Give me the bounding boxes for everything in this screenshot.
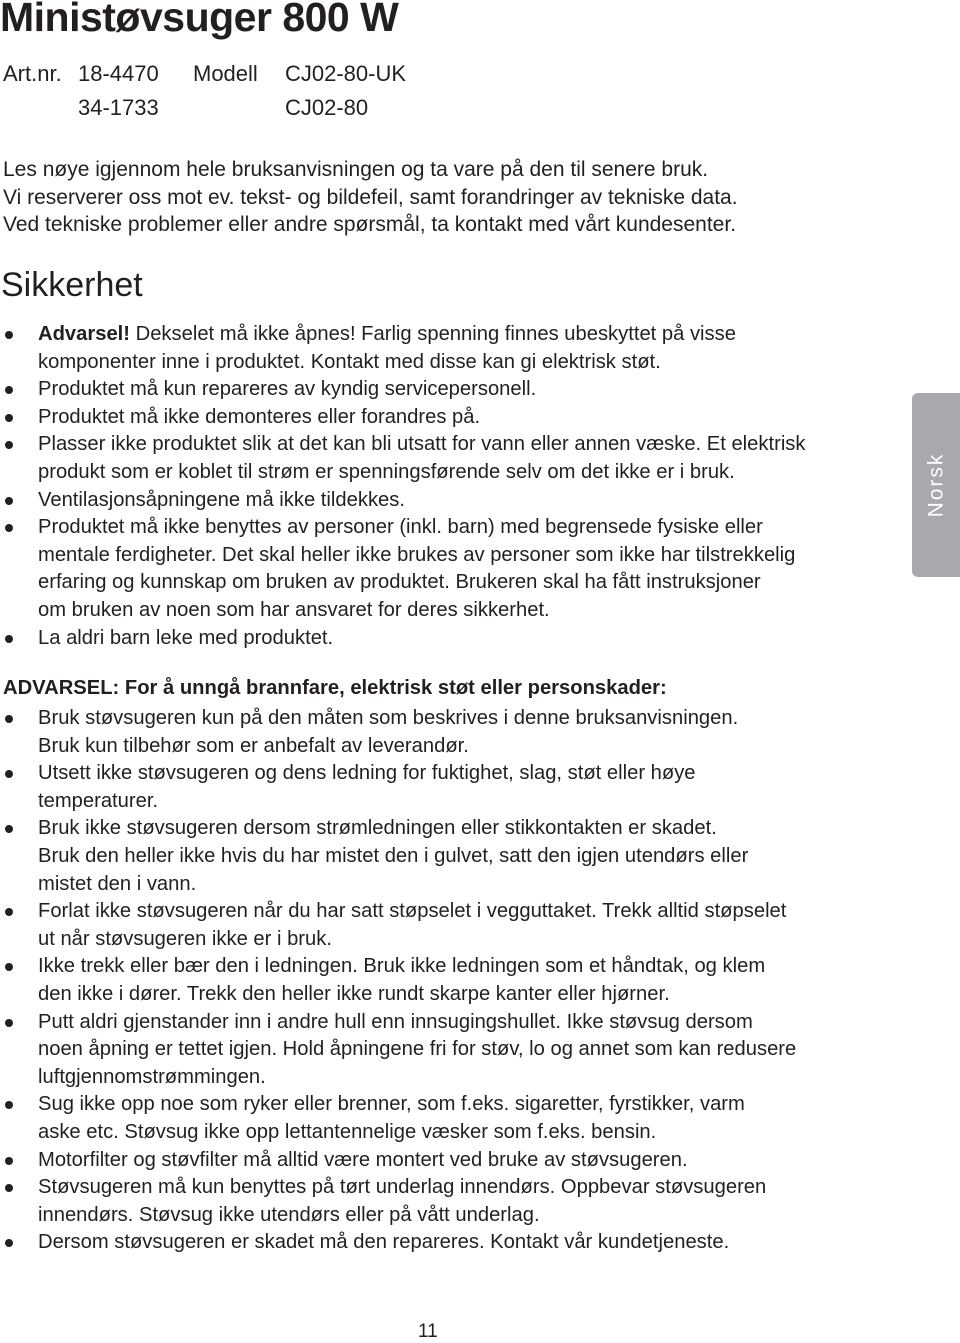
bullet-icon xyxy=(5,441,13,449)
model-label: Modell xyxy=(193,61,258,86)
list-item-line: den ikke i dører. Trekk den heller ikke rundt skarpe kanter eller hjørner. xyxy=(38,982,670,1005)
art-label: Art.nr. xyxy=(3,61,62,86)
list-item xyxy=(0,1147,880,1175)
list-item xyxy=(0,1174,880,1229)
list-item-line: Motorfilter og støvfilter må alltid være montert ved bruke av støvsugeren. xyxy=(38,1148,688,1171)
list-item xyxy=(0,898,880,953)
list-item xyxy=(0,625,880,653)
bullet-icon xyxy=(5,1157,13,1165)
list-item-line: Bruk kun tilbehør som er anbefalt av leverandør. xyxy=(38,734,469,757)
intro-line: Les nøye igjennom hele bruksanvisningen og ta vare på den til senere bruk. xyxy=(3,158,709,181)
list-item-line: Utsett ikke støvsugeren og dens ledning for fuktighet, slag, støt eller høye xyxy=(38,762,696,785)
bullet-icon xyxy=(5,331,13,339)
bullet-icon xyxy=(5,770,13,778)
safety-list xyxy=(0,321,880,652)
bullet-icon xyxy=(5,524,13,532)
list-item-line: om bruken av noen som har ansvaret for deres sikkerhet. xyxy=(38,598,550,621)
bullet-icon xyxy=(5,1239,13,1247)
bullet-icon xyxy=(5,497,13,505)
bullet-icon xyxy=(5,386,13,394)
model-number: CJ02-80 xyxy=(285,95,369,120)
list-item-line: Bruk ikke støvsugeren dersom strømledningen eller stikkontakten er skadet. xyxy=(38,817,717,840)
model-number: CJ02-80-UK xyxy=(285,61,407,86)
list-item xyxy=(0,1091,880,1146)
list-item xyxy=(0,321,880,376)
art-number: 34-1733 xyxy=(78,95,159,120)
list-item xyxy=(0,514,880,624)
warning-label: Advarsel! xyxy=(38,323,131,345)
safety-heading: Sikkerhet xyxy=(1,266,143,304)
list-item xyxy=(0,705,880,760)
intro-line: Ved tekniske problemer eller andre spørsmål, ta kontakt med vårt kundesenter. xyxy=(3,213,737,236)
list-item-line: Produktet må ikke demonteres eller forandres på. xyxy=(38,405,481,428)
warning-list xyxy=(0,705,880,1257)
list-item-line: produkt som er koblet til strøm er spenningsførende selv om det ikke er i bruk. xyxy=(38,460,735,483)
list-item-line: Produktet må kun repareres av kyndig servicepersonell. xyxy=(38,378,537,401)
list-item-line: mentale ferdigheter. Det skal heller ikke brukes av personer som ikke har tilstrekkelig xyxy=(38,543,796,566)
list-item-line: La aldri barn leke med produktet. xyxy=(38,626,334,649)
page-number: 11 xyxy=(418,1321,438,1342)
list-item-line: Ikke trekk eller bær den i ledningen. Bruk ikke ledningen som et håndtak, og klem xyxy=(38,955,766,978)
list-item-line: Bruk den heller ikke hvis du har mistet den i gulvet, satt den igjen utendørs eller xyxy=(38,844,749,867)
list-item-text: Dekselet må ikke åpnes! Farlig spenning finnes ubeskyttet på visse xyxy=(130,323,736,345)
bullet-icon xyxy=(5,715,13,723)
list-item-line: Bruk støvsugeren kun på den måten som beskrives i denne bruksanvisningen. xyxy=(38,707,739,729)
list-item xyxy=(0,953,880,1008)
intro-paragraph xyxy=(3,156,883,239)
list-item-line: Produktet må ikke benyttes av personer (inkl. barn) med begrensede fysiske eller xyxy=(38,516,763,539)
bullet-icon xyxy=(5,963,13,971)
list-item-line: luftgjennomstrømmingen. xyxy=(38,1065,266,1088)
list-item-line: ut når støvsugeren ikke er i bruk. xyxy=(38,927,332,950)
bullet-icon xyxy=(5,908,13,916)
list-item-line: Forlat ikke støvsugeren når du har satt støpselet i vegguttaket. Trekk alltid støpselet xyxy=(38,900,787,923)
list-item xyxy=(0,815,880,898)
list-item-line xyxy=(38,321,880,349)
bullet-icon xyxy=(5,635,13,643)
list-item-line: Dersom støvsugeren er skadet må den repareres. Kontakt vår kundetjeneste. xyxy=(38,1231,730,1254)
intro-line: Vi reserverer oss mot ev. tekst- og bildefeil, samt forandringer av tekniske data. xyxy=(3,185,738,209)
language-tab-label: Norsk xyxy=(924,452,947,518)
bullet-icon xyxy=(5,1101,13,1109)
list-item xyxy=(0,431,880,486)
list-item xyxy=(0,404,880,432)
list-item-line: aske etc. Støvsug ikke opp lettantennelige væsker som f.eks. bensin. xyxy=(38,1120,657,1143)
list-item-line: temperaturer. xyxy=(38,789,159,812)
list-item-line: komponenter inne i produktet. Kontakt med disse kan gi elektrisk støt. xyxy=(38,350,661,373)
warning-heading: ADVARSEL: For å unngå brannfare, elektrisk støt eller personskader: xyxy=(3,677,667,699)
list-item-line: Støvsugeren må kun benyttes på tørt underlag innendørs. Oppbevar støvsugeren xyxy=(38,1176,767,1199)
list-item xyxy=(0,487,880,515)
list-item xyxy=(0,376,880,404)
language-tab xyxy=(912,393,960,577)
art-number: 18-4470 xyxy=(78,61,159,86)
bullet-icon xyxy=(5,1184,13,1192)
bullet-icon xyxy=(5,414,13,422)
list-item xyxy=(0,760,880,815)
list-item-line: Sug ikke opp noe som ryker eller brenner, som f.eks. sigaretter, fyrstikker, varm xyxy=(38,1093,745,1116)
bullet-icon xyxy=(5,825,13,833)
list-item-line: Putt aldri gjenstander inn i andre hull enn innsugingshullet. Ikke støvsug dersom xyxy=(38,1010,753,1033)
page-title: Ministøvsuger 800 W xyxy=(0,0,399,40)
bullet-icon xyxy=(5,1019,13,1027)
list-item-line: Ventilasjonsåpningene må ikke tildekkes. xyxy=(38,488,405,511)
list-item-line: noen åpning er tettet igjen. Hold åpningene fri for støv, lo og annet som kan redusere xyxy=(38,1038,797,1061)
list-item-line: mistet den i vann. xyxy=(38,872,197,895)
list-item-line: erfaring og kunnskap om bruken av produktet. Brukeren skal ha fått instruksjoner xyxy=(38,571,761,594)
list-item xyxy=(0,1009,880,1092)
list-item-line: Plasser ikke produktet slik at det kan bli utsatt for vann eller annen væske. Et elektrisk xyxy=(38,433,806,456)
list-item-line: innendørs. Støvsug ikke utendørs eller på vått underlag. xyxy=(38,1203,540,1226)
list-item xyxy=(0,1229,880,1257)
